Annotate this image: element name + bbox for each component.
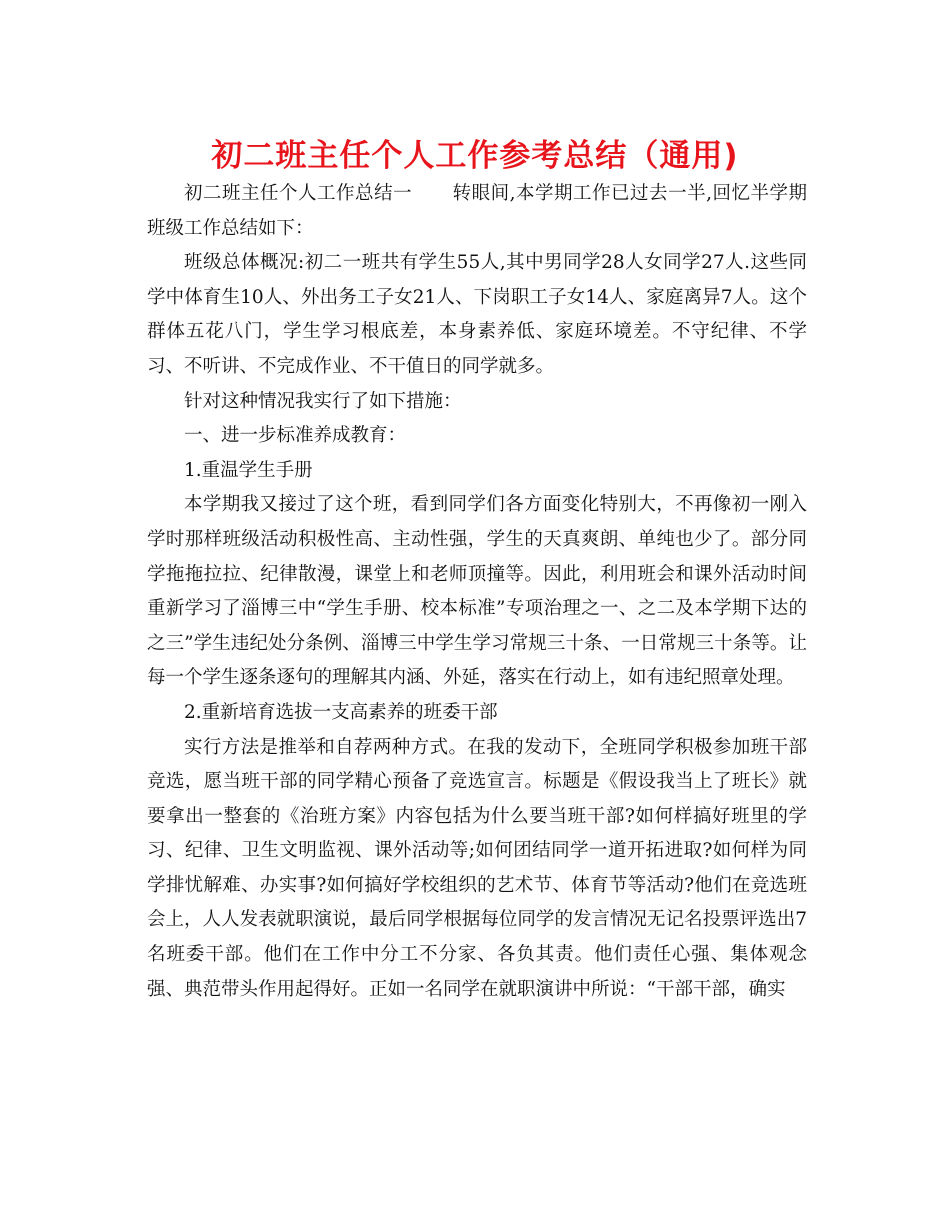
paragraph-overview: 班级总体概况:初二一班共有学生55人,其中男同学28人女同学27人.这些同学中体育生10人、外出务工子女21人、下岗职工子女14人、家庭离异7人。这个群体五花八门，学生学习根底差，本身素养低、家庭环境差。不守纪律、不学习、不听讲、不完成作业、不干值日的同学就多。	[147, 252, 807, 377]
subsection-heading-1: 1.重温学生手册	[184, 459, 313, 481]
intro-paragraph	[147, 177, 807, 246]
intro-text: 转眼间,本学期工作已过去一半,回忆半学期班级工作总结如下：	[147, 183, 807, 239]
section-heading-1: 一、进一步标准养成教育：	[184, 425, 407, 447]
paragraph-handbook: 本学期我又接过了这个班，看到同学们各方面变化特别大，不再像初一刚入学时那样班级活动积极性高、主动性强，学生的天真爽朗、单纯也少了。部分同学拖拖拉拉、纪律散漫，课堂上和老师顶撞等。因此，利用班会和课外活动时间重新学习了淄博三中“学生手册、校本标准”专项治理之一、之二及本学期下达的之三”学生违纪处分条例、淄博三中学生学习常规三十条、一日常规三十条等。让每一个学生逐条逐句的理解其内涵、外延，落实在行动上，如有违纪照章处理。	[147, 494, 807, 689]
intro-heading: 初二班主任个人工作总结一	[184, 183, 413, 204]
document-body	[147, 177, 807, 1007]
subsection-heading-2: 2.重新培育选拔一支高素养的班委干部	[184, 701, 498, 723]
paragraph-measures-intro: 针对这种情况我实行了如下措施：	[184, 390, 462, 412]
paragraph-class-committee: 实行方法是推举和自荐两种方式。在我的发动下，全班同学积极参加班干部竞选，愿当班干部的同学精心预备了竞选宣言。标题是《假设我当上了班长》就要拿出一整套的《治班方案》内容包括为什么要当班干部?如何样搞好班里的学习、纪律、卫生文明监视、课外活动等;如何团结同学一道开拓进取?如何样为同学排忧解难、办实事?如何搞好学校组织的艺术节、体育节等活动?他们在竞选班会上，人人发表就职演说，最后同学根据每位同学的发言情况无记名投票评选出7名班委干部。他们在工作中分工不分家、各负其责。他们责任心强、集体观念强、典范带头作用起得好。正如一名同学在就职演讲中所说：“干部干部，确实	[147, 736, 807, 1000]
document-title: 初二班主任个人工作参考总结（通用)	[211, 138, 739, 174]
